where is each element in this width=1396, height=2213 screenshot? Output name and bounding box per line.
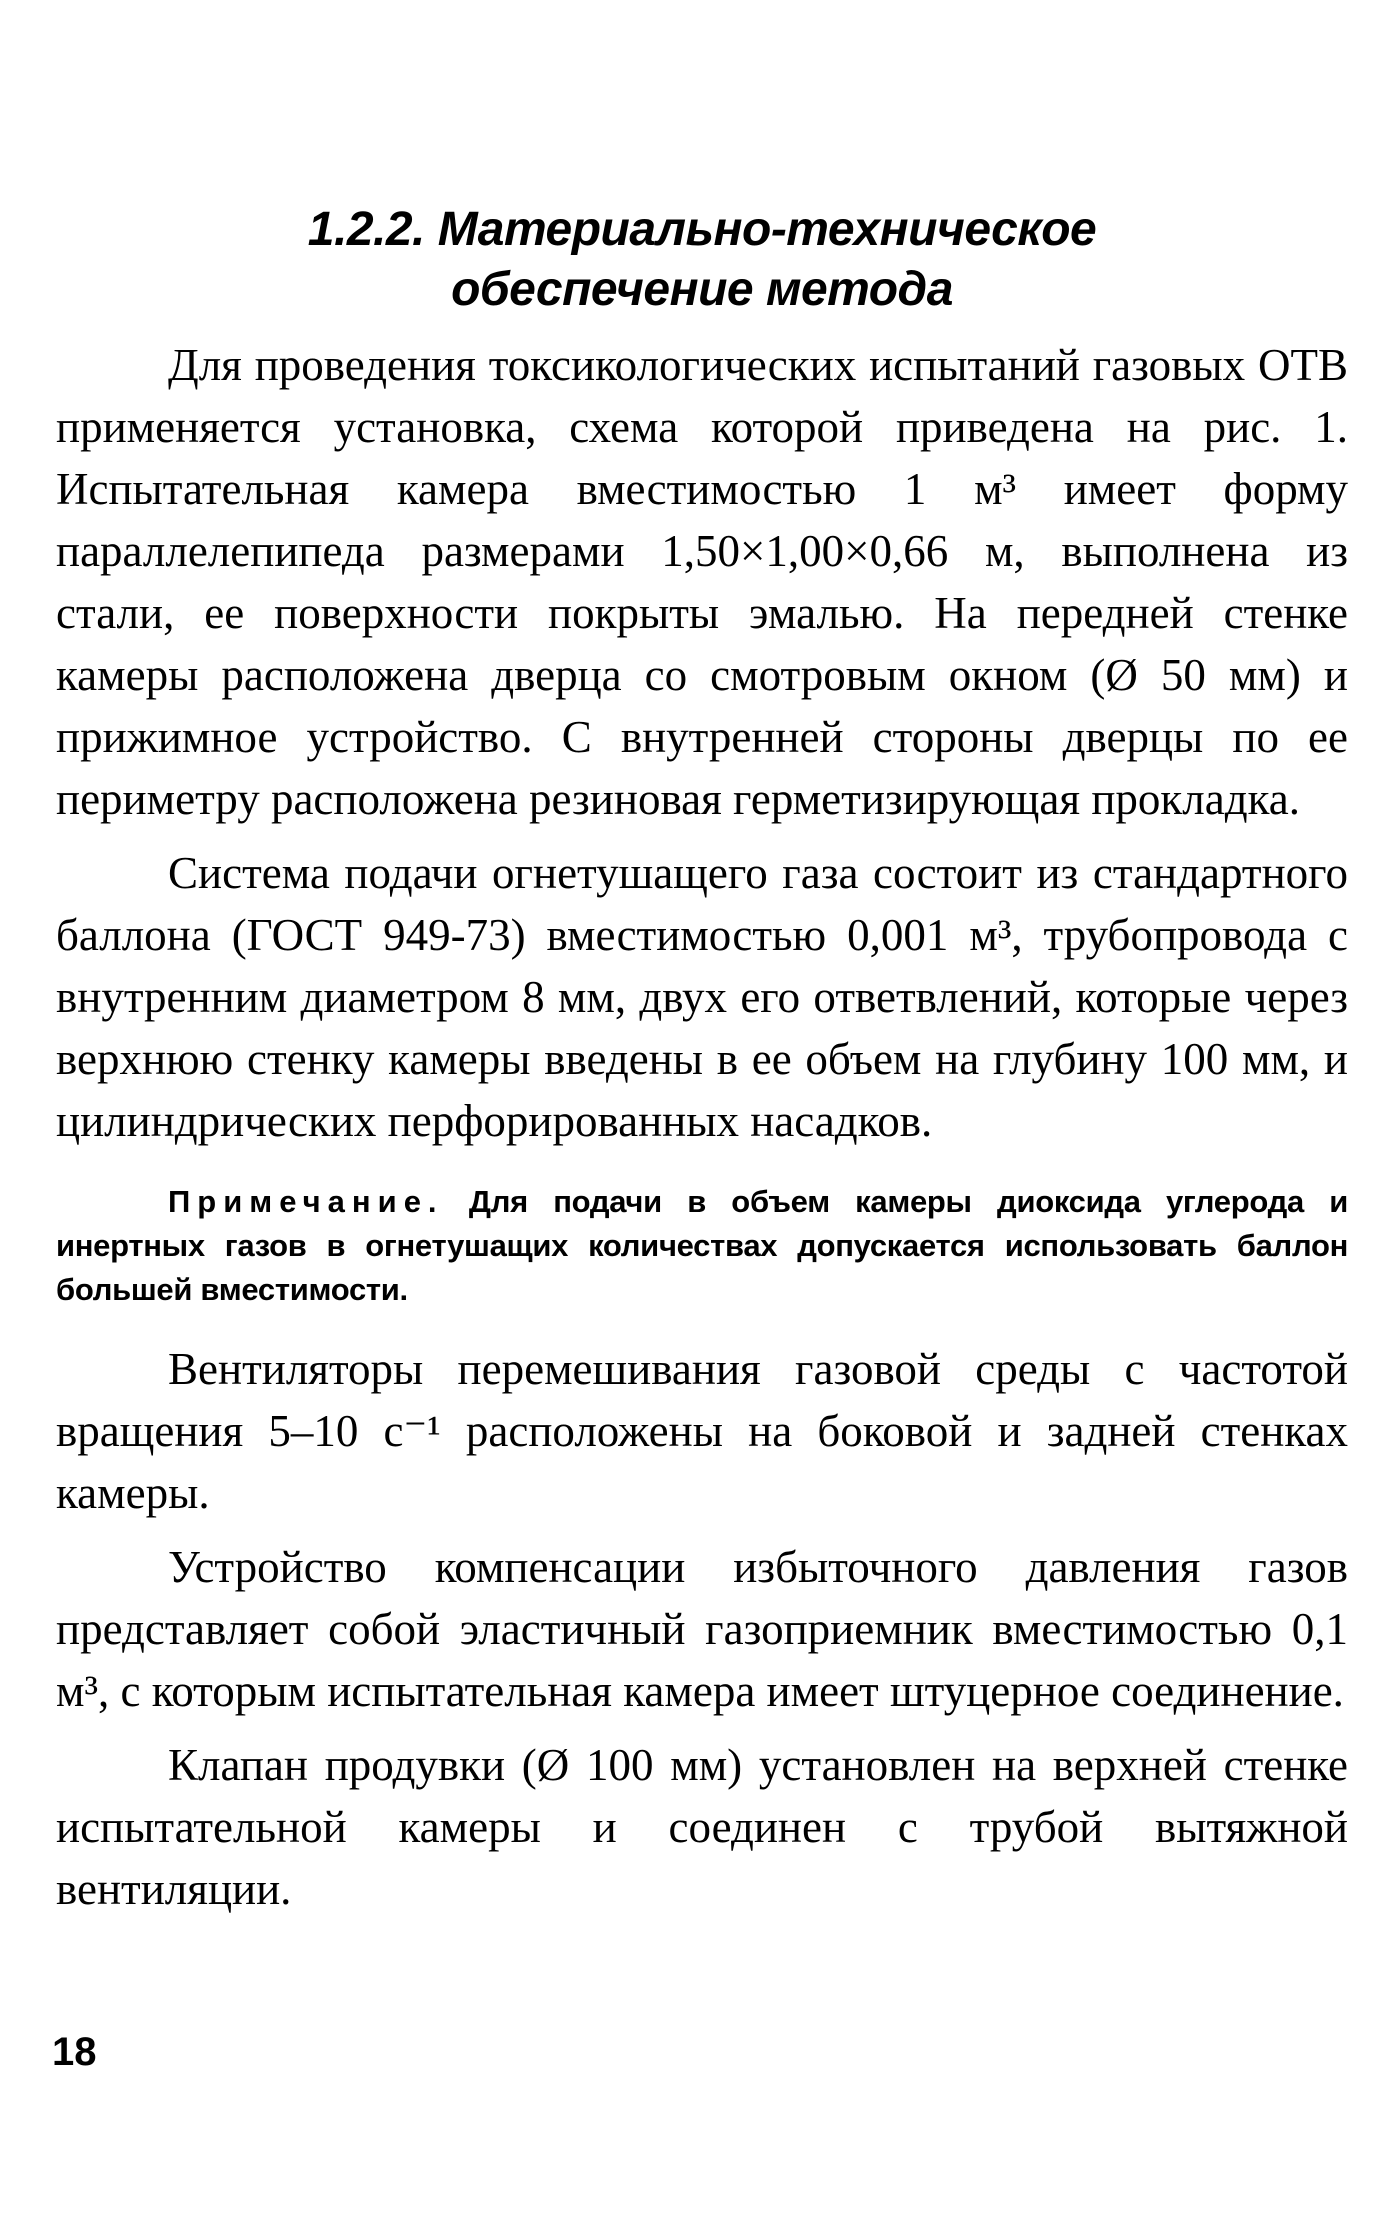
section-heading-line-2: обеспечение метода — [451, 263, 953, 316]
paragraph-pressure-compensation: Устройство компенсации избыточного давления газов представляет собой эластичный газоприемник вместимостью 0,1 м³, с которым испытательная камера имеет штуцерное соединение. — [56, 1542, 1348, 1716]
paragraph-gas-supply: Система подачи огнетушащего газа состоит из стандартного баллона (ГОСТ 949-73) вместимостью 0,001 м³, трубопровода с внутренним диаметром 8 мм, двух его ответвлений, которые через верхнюю стенку камеры введены в ее объем на глубину 100 мм, и цилиндрических перфорированных насадков. — [56, 848, 1348, 1146]
paragraph-purge-valve: Клапан продувки (Ø 100 мм) установлен на верхней стенке испытательной камеры и соединен с трубой вытяжной вентиляции. — [56, 1740, 1348, 1914]
paragraph-fans: Вентиляторы перемешивания газовой среды с частотой вращения 5–10 с⁻¹ расположены на боковой и задней стенках камеры. — [56, 1344, 1348, 1518]
paragraph-test-chamber: Для проведения токсикологических испытаний газовых ОТВ применяется установка, схема которой приведена на рис. 1. Испытательная камера вместимостью 1 м³ имеет форму параллелепипеда размерами 1,50×1,00×0,66 м, выполнена из стали, ее поверхности покрыты эмалью. На передней стенке камеры расположена дверца со смотровым окном (Ø 50 мм) и прижимное устройство. С внутренней стороны дверцы по ее периметру расположена резиновая герметизирующая прокладка. — [56, 340, 1348, 824]
note-block — [56, 1180, 1348, 1312]
note-label: Примечание. — [168, 1184, 444, 1219]
section-heading-line-1: 1.2.2. Материально-техническое — [307, 203, 1097, 256]
section-heading — [56, 200, 1348, 320]
page-number: 18 — [52, 2030, 97, 2074]
page-content — [56, 200, 1348, 1920]
note-text: Для подачи в объем камеры диоксида углерода и инертных газов в огнетушащих количествах допускается использовать баллон большей вместимости. — [56, 1184, 1348, 1307]
